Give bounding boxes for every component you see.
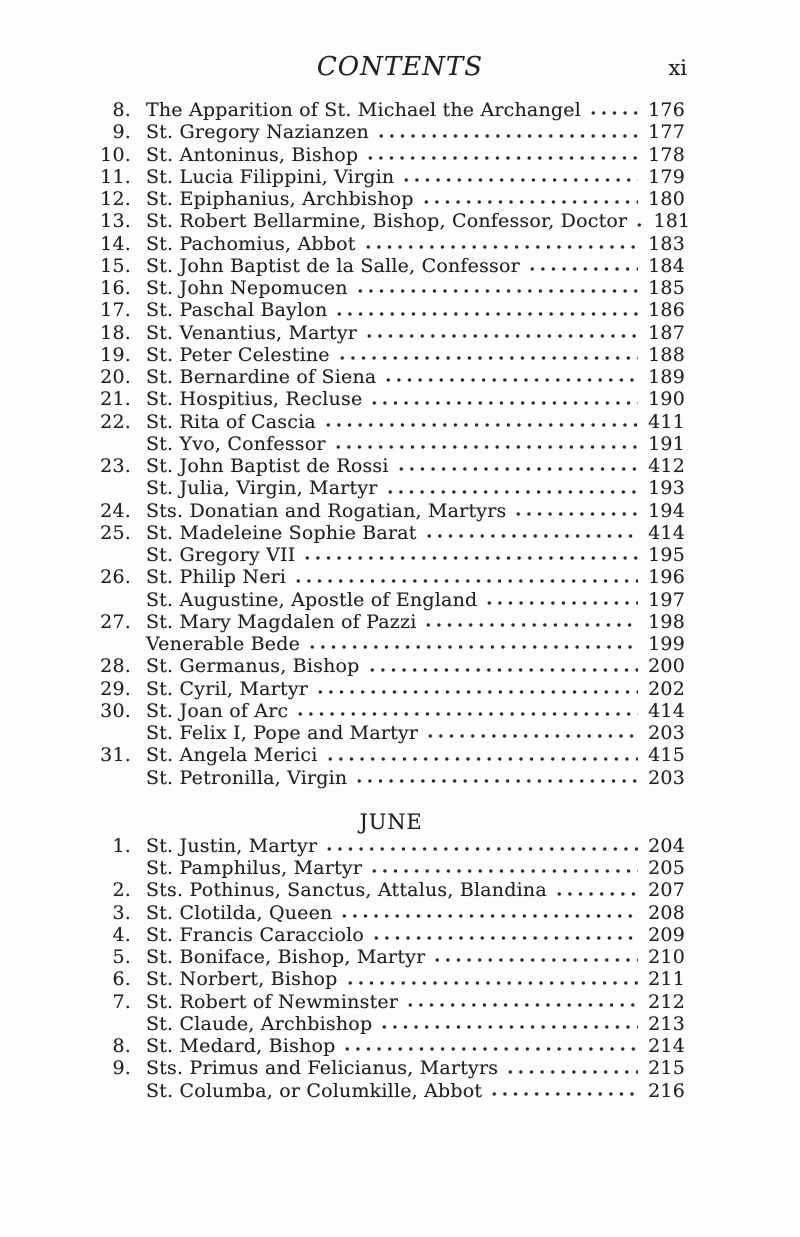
entry-page-number: 183 (648, 232, 685, 255)
entry-page-number: 176 (648, 99, 685, 121)
entry-page-number: 187 (648, 321, 685, 344)
entry-number: 3. (112, 901, 131, 924)
toc-row (97, 322, 685, 344)
entry-number: 17. (100, 299, 131, 322)
toc-row (97, 902, 685, 924)
entry-page-number: 188 (648, 343, 685, 366)
entry-title: St. Petronilla, Virgin (146, 766, 348, 789)
entry-page-number: 211 (648, 968, 685, 991)
dot-leader-icon (488, 1080, 638, 1102)
entry-title: St. Robert Bellarmine, Bishop, Confessor, Doctor (146, 210, 628, 233)
entry-title: St. Augustine, Apostle of England (146, 588, 478, 611)
entry-number: 25. (100, 521, 131, 544)
entry-page-number: 178 (648, 143, 685, 166)
entry-title: St. Pamphilus, Martyr (146, 857, 363, 879)
entry-page-number: 411 (648, 410, 685, 433)
entry-title: St. Julia, Virgin, Martyr (146, 477, 378, 500)
dot-leader-icon (633, 210, 643, 232)
entry-page-number: 216 (648, 1079, 685, 1102)
dot-leader-icon (420, 188, 638, 210)
dot-leader-icon (366, 655, 638, 677)
entry-page-number: 197 (648, 588, 685, 611)
entry-number: 24. (100, 499, 131, 522)
entry-number: 22. (100, 410, 131, 433)
dot-leader-icon (368, 857, 638, 879)
dot-leader-icon (362, 233, 638, 255)
entry-title: St. Robert of Newminster (146, 990, 399, 1013)
toc-row (97, 255, 685, 277)
dot-leader-icon (324, 744, 638, 766)
dot-leader-icon (314, 678, 638, 700)
entry-page-number: 414 (648, 521, 685, 544)
entry-title: St. Cyril, Martyr (146, 677, 309, 700)
entry-page-number: 186 (648, 299, 685, 322)
entry-page-number: 177 (648, 121, 685, 144)
entry-title: St. Peter Celestine (146, 343, 330, 366)
dot-leader-icon (292, 566, 638, 588)
entry-page-number: 202 (648, 677, 685, 700)
dot-leader-icon (400, 166, 638, 188)
entry-title: St. Clotilda, Queen (146, 901, 333, 924)
entry-title: St. John Nepomucen (146, 277, 348, 299)
dot-leader-icon (323, 835, 638, 857)
entry-title: St. Antoninus, Bishop (146, 143, 359, 166)
entry-number: 16. (100, 277, 131, 299)
entry-page-number: 213 (648, 1012, 685, 1035)
toc-row (97, 188, 685, 210)
dot-leader-icon (384, 477, 638, 499)
dot-leader-icon (306, 633, 638, 655)
entry-page-number: 207 (648, 879, 685, 902)
entry-title: St. Justin, Martyr (146, 834, 318, 857)
entry-page-number: 208 (648, 901, 685, 924)
toc-row (97, 566, 685, 588)
toc-row (97, 277, 685, 299)
dot-leader-icon (301, 544, 638, 566)
toc-row (97, 500, 685, 522)
dot-leader-icon (395, 455, 638, 477)
dot-leader-icon (431, 946, 638, 968)
page-title: CONTENTS (316, 52, 484, 82)
entry-title: St. Francis Caracciolo (146, 923, 365, 946)
dot-leader-icon (338, 902, 638, 924)
entry-title: Sts. Pothinus, Sanctus, Attalus, Blandina (146, 879, 547, 902)
entry-title: Venerable Bede (146, 633, 301, 655)
entry-page-number: 194 (648, 499, 685, 522)
dot-leader-icon (423, 522, 638, 544)
toc-row (97, 835, 685, 857)
toc-row (97, 299, 685, 321)
entry-page-number: 189 (648, 366, 685, 388)
dot-leader-icon (354, 277, 638, 299)
toc-row (97, 611, 685, 633)
entry-page-number: 195 (648, 544, 685, 566)
entry-page-number: 184 (648, 254, 685, 277)
entry-number: 1. (112, 834, 131, 857)
entry-title: St. Epiphanius, Archbishop (146, 188, 414, 210)
toc-row (97, 522, 685, 544)
toc-row (97, 1080, 685, 1102)
toc-row (97, 166, 685, 188)
dot-leader-icon (332, 433, 638, 455)
entry-number: 12. (100, 188, 131, 210)
entry-page-number: 205 (648, 857, 685, 879)
entry-page-number: 203 (648, 766, 685, 789)
dot-leader-icon (526, 255, 638, 277)
entry-title: St. Germanus, Bishop (146, 655, 360, 678)
toc-row (97, 455, 685, 477)
dot-leader-icon (353, 767, 638, 789)
toc-row (97, 946, 685, 968)
entry-number: 9. (112, 1057, 131, 1080)
toc-row (97, 411, 685, 433)
entry-title: St. Felix I, Pope and Martyr (146, 722, 419, 744)
entry-number: 7. (112, 990, 131, 1013)
entry-number: 4. (112, 923, 131, 946)
entry-number: 20. (100, 366, 131, 388)
entry-title: St. Mary Magdalen of Pazzi (146, 610, 417, 633)
entry-title: Sts. Donatian and Rogatian, Martyrs (146, 499, 507, 522)
entry-number: 21. (100, 388, 131, 411)
entry-page-number: 200 (648, 655, 685, 678)
entry-number: 11. (100, 165, 131, 188)
entry-page-number: 191 (648, 432, 685, 455)
entry-number: 27. (100, 610, 131, 633)
entry-page-number: 209 (648, 923, 685, 946)
entry-number: 18. (100, 321, 131, 344)
toc-row (97, 991, 685, 1013)
entry-page-number: 412 (648, 455, 685, 477)
entry-title: St. Pachomius, Abbot (146, 232, 356, 255)
dot-leader-icon (333, 299, 638, 321)
entry-page-number: 190 (648, 388, 685, 411)
entry-title: St. Madeleine Sophie Barat (146, 521, 417, 544)
entry-page-number: 204 (648, 834, 685, 857)
entry-page-number: 415 (648, 744, 685, 767)
entry-number: 13. (100, 210, 131, 233)
entry-number: 15. (100, 254, 131, 277)
entry-title: St. Columba, or Columkille, Abbot (146, 1079, 483, 1102)
section-heading: JUNE (359, 809, 423, 834)
entry-page-number: 215 (648, 1057, 685, 1080)
entry-page-number: 212 (648, 990, 685, 1013)
dot-leader-icon (504, 1057, 638, 1079)
toc-row (97, 678, 685, 700)
toc-row (97, 700, 685, 722)
entry-title: St. Gregory Nazianzen (146, 121, 369, 144)
entry-page-number: 180 (648, 188, 685, 210)
entry-page-number: 203 (648, 722, 685, 744)
toc-row (97, 924, 685, 946)
entry-title: St. Norbert, Bishop (146, 968, 338, 991)
toc-row (97, 366, 685, 388)
entry-title: St. Philip Neri (146, 566, 287, 589)
dot-leader-icon (336, 344, 638, 366)
entry-page-number: 193 (648, 477, 685, 500)
entry-title: St. Rita of Cascia (146, 410, 316, 433)
entry-page-number: 185 (648, 277, 685, 299)
entry-page-number: 414 (648, 699, 685, 722)
dot-leader-icon (364, 144, 638, 166)
entry-title: St. John Baptist de la Salle, Confessor (146, 254, 520, 277)
toc-row (97, 1013, 685, 1035)
entry-title: St. Bernardine of Siena (146, 366, 377, 388)
toc-row (97, 1035, 685, 1057)
toc-row (97, 388, 685, 410)
dot-leader-icon (368, 388, 638, 410)
entry-number: 8. (112, 99, 131, 121)
dot-leader-icon (424, 722, 638, 744)
toc-row (97, 144, 685, 166)
toc-row (97, 121, 685, 143)
entry-page-number: 196 (648, 566, 685, 589)
toc-row (97, 544, 685, 566)
entry-title: St. Paschal Baylon (146, 299, 328, 322)
entry-number: 19. (100, 343, 131, 366)
entry-title: St. Hospitius, Recluse (146, 388, 363, 411)
dot-leader-icon (344, 968, 638, 990)
dot-leader-icon (422, 611, 638, 633)
toc-row (97, 1057, 685, 1079)
entry-number: 2. (112, 879, 131, 902)
toc-row (97, 433, 685, 455)
dot-leader-icon (363, 322, 638, 344)
toc-row (97, 477, 685, 499)
entry-number: 5. (112, 946, 131, 968)
entry-number: 31. (100, 744, 131, 767)
dot-leader-icon (322, 411, 638, 433)
dot-leader-icon (375, 121, 638, 143)
entry-number: 6. (112, 968, 131, 991)
dot-leader-icon (553, 879, 638, 901)
entry-title: Sts. Primus and Felicianus, Martyrs (146, 1057, 499, 1080)
dot-leader-icon (294, 700, 638, 722)
dot-leader-icon (370, 924, 638, 946)
dot-leader-icon (378, 1013, 638, 1035)
toc-row (97, 344, 685, 366)
toc-row (97, 210, 691, 233)
entry-title: St. Boniface, Bishop, Martyr (146, 946, 426, 968)
toc-row (97, 589, 685, 611)
entry-title: St. Gregory VII (146, 544, 296, 566)
dot-leader-icon (382, 366, 638, 388)
entry-number: 29. (100, 677, 131, 700)
entry-number: 14. (100, 232, 131, 255)
entry-title: St. Claude, Archbishop (146, 1012, 373, 1035)
dot-leader-icon (483, 589, 638, 611)
toc-row (97, 879, 685, 901)
entry-number: 8. (112, 1035, 131, 1057)
dot-leader-icon (587, 99, 638, 121)
entry-number: 30. (100, 699, 131, 722)
toc-row (97, 99, 685, 121)
dot-leader-icon (404, 991, 638, 1013)
entry-page-number: 199 (648, 633, 685, 655)
toc-row (97, 968, 685, 990)
entry-page-number: 198 (648, 610, 685, 633)
toc-row (97, 655, 685, 677)
entry-title: St. Medard, Bishop (146, 1035, 336, 1057)
entry-title: St. Joan of Arc (146, 699, 289, 722)
toc-row (97, 744, 685, 766)
entry-page-number: 214 (648, 1035, 685, 1057)
toc-row (97, 722, 685, 744)
entry-title: St. John Baptist de Rossi (146, 455, 389, 477)
entry-number: 26. (100, 566, 131, 589)
toc-row (97, 857, 685, 879)
entry-title: St. Angela Merici (146, 744, 318, 767)
dot-leader-icon (512, 500, 638, 522)
toc-row (97, 767, 685, 789)
entry-title: St. Venantius, Martyr (146, 321, 358, 344)
entry-number: 10. (100, 143, 131, 166)
entry-title: St. Lucia Filippini, Virgin (146, 165, 395, 188)
dot-leader-icon (341, 1035, 638, 1057)
entry-page-number: 210 (648, 946, 685, 968)
entry-number: 23. (100, 455, 131, 477)
toc-row (97, 233, 685, 255)
toc-row (97, 633, 685, 655)
entry-title: St. Yvo, Confessor (146, 432, 326, 455)
folio-page-number: xi (668, 56, 687, 80)
entry-title: The Apparition of St. Michael the Archangel (146, 99, 581, 121)
entry-page-number: 179 (648, 165, 685, 188)
entry-page-number: 181 (653, 210, 691, 233)
toc (97, 99, 691, 1102)
entry-number: 28. (100, 655, 131, 678)
entry-number: 9. (112, 121, 131, 144)
